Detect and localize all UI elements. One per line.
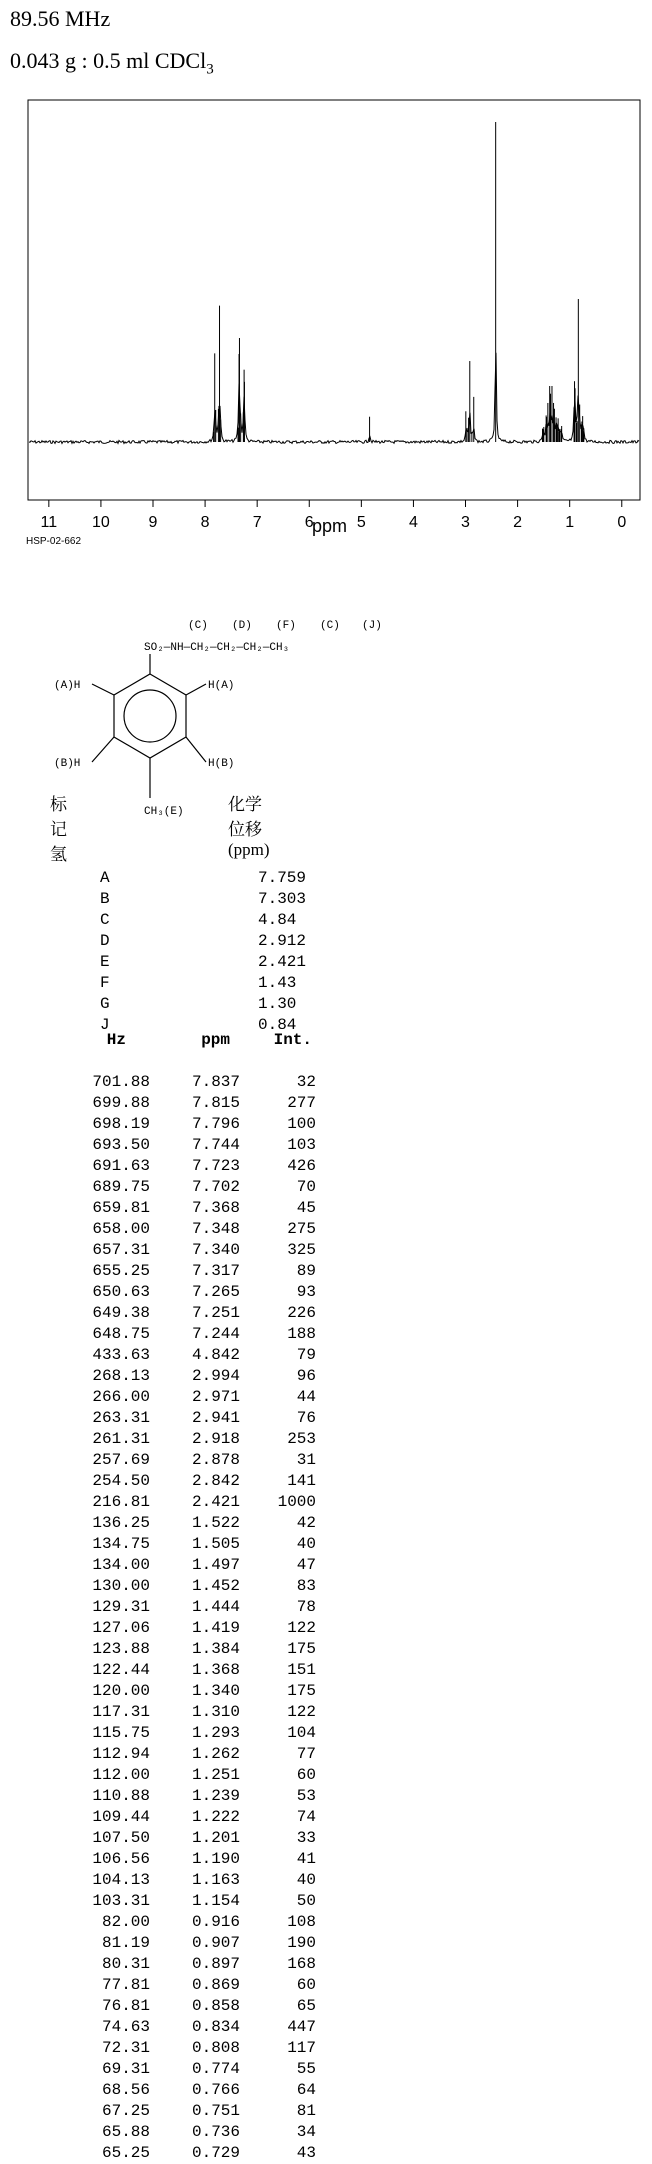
peak-ppm: 0.751 — [191, 2102, 240, 2120]
peak-hz: 68.56 — [101, 2081, 150, 2099]
peak-intensity: 325 — [287, 1241, 316, 1259]
x-tick-label: 2 — [513, 514, 523, 531]
peak-intensity: 175 — [287, 1682, 316, 1700]
peak-ppm: 0.774 — [191, 2060, 240, 2078]
assignment-shift: 4.84 — [258, 911, 297, 929]
spectrum-peaks — [214, 122, 584, 442]
peak-hz: 112.94 — [92, 1745, 150, 1763]
spectrometer-frequency: 89.56 MHz — [10, 6, 111, 31]
bond-h-a-left — [92, 684, 114, 695]
peak-intensity: 151 — [287, 1661, 316, 1679]
peak-intensity: 103 — [287, 1136, 316, 1154]
peak-intensity: 226 — [287, 1304, 316, 1322]
peak-intensity: 175 — [287, 1640, 316, 1658]
peak-intensity: 104 — [287, 1724, 316, 1742]
side-chain: SO₂—NH—CH₂—CH₂—CH₂—CH₃ — [144, 642, 290, 654]
peak-ppm: 7.702 — [191, 1178, 240, 1196]
peak-intensity: 42 — [296, 1514, 316, 1532]
bond-h-a-right — [186, 684, 206, 695]
label-j: (J) — [362, 620, 382, 632]
peak-hz: 112.00 — [92, 1766, 150, 1784]
x-tick-label: 11 — [40, 514, 58, 531]
concentration-subscript: 3 — [206, 61, 214, 78]
peak-hz: 691.63 — [92, 1157, 150, 1175]
ring-h-b-right: H(B) — [208, 758, 235, 770]
peak-hz: 689.75 — [92, 1178, 150, 1196]
peak-intensity: 50 — [296, 1892, 316, 1910]
peak-intensity: 275 — [287, 1220, 316, 1238]
concentration-text: 0.043 g : 0.5 ml CDCl — [10, 48, 207, 73]
label-d: (D) — [232, 620, 252, 632]
assignment-shift: 1.43 — [258, 974, 297, 992]
peak-hz: 129.31 — [92, 1598, 150, 1616]
peak-ppm: 7.244 — [191, 1325, 240, 1343]
peak-hz: 263.31 — [92, 1409, 150, 1427]
assignment-header-label: 标记氢 — [50, 795, 67, 864]
peak-intensity: 141 — [287, 1472, 316, 1490]
peak-ppm: 1.201 — [191, 1829, 240, 1847]
peak-intensity: 93 — [296, 1283, 316, 1301]
sample-id-label: HSP-02-662 — [26, 536, 82, 547]
x-tick-label: 1 — [565, 514, 575, 531]
peak-ppm: 7.265 — [191, 1283, 240, 1301]
peak-ppm: 1.522 — [191, 1514, 240, 1532]
assignment-label: A — [100, 869, 110, 887]
aromatic-circle — [124, 690, 176, 742]
peak-hz: 254.50 — [92, 1472, 150, 1490]
label-c1: (C) — [188, 620, 208, 632]
peak-ppm: 1.340 — [191, 1682, 240, 1700]
assignment-label: D — [100, 932, 110, 950]
peak-ppm: 2.941 — [191, 1409, 240, 1427]
peak-hz: 69.31 — [101, 2060, 150, 2078]
x-tick-label: 3 — [461, 514, 470, 531]
peak-hz: 115.75 — [92, 1724, 150, 1742]
peak-intensity: 100 — [287, 1115, 316, 1133]
peak-intensity: 79 — [296, 1346, 316, 1364]
peak-ppm: 2.421 — [191, 1493, 240, 1511]
peak-intensity: 43 — [296, 2144, 316, 2162]
assignment-shift: 2.421 — [258, 953, 307, 971]
peak-hz: 433.63 — [92, 1346, 150, 1364]
peak-ppm: 1.384 — [191, 1640, 240, 1658]
peak-hz: 81.19 — [101, 1934, 150, 1952]
peak-intensity: 122 — [287, 1619, 316, 1637]
assignment-header-shift: 化学位移(ppm) — [228, 795, 270, 859]
assignment-label: G — [100, 995, 110, 1013]
peak-hz: 701.88 — [92, 1073, 150, 1091]
peak-intensity: 55 — [296, 2060, 316, 2078]
peak-hz: 72.31 — [101, 2039, 150, 2057]
peak-ppm: 2.918 — [191, 1430, 240, 1448]
ring-h-a-right: H(A) — [208, 680, 235, 692]
peak-hz: 117.31 — [92, 1703, 150, 1721]
peak-intensity: 190 — [287, 1934, 316, 1952]
peak-hz: 261.31 — [92, 1430, 150, 1448]
peak-ppm: 0.834 — [191, 2018, 240, 2036]
nmr-spectrum-chart — [0, 0, 652, 560]
label-f: (F) — [276, 620, 296, 632]
peak-ppm: 7.815 — [191, 1094, 240, 1112]
peak-ppm: 2.994 — [191, 1367, 240, 1385]
peak-intensity: 89 — [296, 1262, 316, 1280]
peak-ppm: 1.190 — [191, 1850, 240, 1868]
peak-intensity: 40 — [296, 1871, 316, 1889]
peak-ppm: 0.808 — [191, 2039, 240, 2057]
peak-ppm: 0.897 — [191, 1955, 240, 1973]
peak-ppm: 7.317 — [191, 1262, 240, 1280]
peak-hz: 110.88 — [92, 1787, 150, 1805]
methyl-label: CH₃(E) — [144, 806, 184, 818]
peak-intensity: 40 — [296, 1535, 316, 1553]
peak-ppm: 7.368 — [191, 1199, 240, 1217]
peak-hz: 134.00 — [92, 1556, 150, 1574]
peak-ppm: 0.858 — [191, 1997, 240, 2015]
peak-hz: 123.88 — [92, 1640, 150, 1658]
peak-intensity: 277 — [287, 1094, 316, 1112]
peak-hz: 257.69 — [92, 1451, 150, 1469]
peak-hz: 216.81 — [92, 1493, 150, 1511]
peak-intensity: 64 — [296, 2081, 316, 2099]
ring-h-b-left: (B)H — [54, 758, 81, 770]
peak-hz: 76.81 — [101, 1997, 150, 2015]
peak-intensity: 117 — [287, 2039, 316, 2057]
peak-intensity: 168 — [287, 1955, 316, 1973]
peak-hz: 103.31 — [92, 1892, 150, 1910]
benzene-ring — [114, 674, 186, 758]
assignment-label: E — [100, 953, 110, 971]
peak-ppm: 7.837 — [191, 1073, 240, 1091]
peak-intensity: 447 — [287, 2018, 316, 2036]
peak-intensity: 53 — [296, 1787, 316, 1805]
peak-hz: 80.31 — [101, 1955, 150, 1973]
peak-intensity: 108 — [287, 1913, 316, 1931]
peak-intensity: 47 — [296, 1556, 316, 1574]
peak-ppm: 1.222 — [191, 1808, 240, 1826]
peak-intensity: 60 — [296, 1766, 316, 1784]
peak-intensity: 65 — [296, 1997, 316, 2015]
peak-intensity: 81 — [296, 2102, 316, 2120]
peak-ppm: 1.444 — [191, 1598, 240, 1616]
peak-intensity: 122 — [287, 1703, 316, 1721]
ring-h-a-left: (A)H — [54, 680, 81, 692]
assignment-label: B — [100, 890, 110, 908]
assignment-shift: 0.84 — [258, 1016, 297, 1034]
peak-ppm: 7.796 — [191, 1115, 240, 1133]
peak-ppm: 0.729 — [191, 2144, 240, 2162]
peak-ppm: 1.497 — [191, 1556, 240, 1574]
peak-ppm: 0.869 — [191, 1976, 240, 1994]
peak-ppm: 1.163 — [191, 1871, 240, 1889]
peak-hz: 693.50 — [92, 1136, 150, 1154]
peak-ppm: 0.736 — [191, 2123, 240, 2141]
peak-hz: 65.25 — [101, 2144, 150, 2162]
peak-intensity: 41 — [296, 1850, 316, 1868]
peak-ppm: 1.419 — [191, 1619, 240, 1637]
peak-ppm: 1.368 — [191, 1661, 240, 1679]
peak-intensity: 32 — [296, 1073, 316, 1091]
peak-ppm: 7.744 — [191, 1136, 240, 1154]
peak-ppm: 1.505 — [191, 1535, 240, 1553]
peak-intensity: 76 — [296, 1409, 316, 1427]
peak-ppm: 1.239 — [191, 1787, 240, 1805]
assignment-label: F — [100, 974, 110, 992]
x-tick-label: 7 — [252, 514, 262, 531]
peak-ppm: 1.452 — [191, 1577, 240, 1595]
assignment-shift: 1.30 — [258, 995, 297, 1013]
x-tick-label: 9 — [148, 514, 158, 531]
peak-hz: 698.19 — [92, 1115, 150, 1133]
peak-ppm: 4.842 — [191, 1346, 240, 1364]
assignment-shift: 7.303 — [258, 890, 307, 908]
peak-header-ppm: ppm — [201, 1031, 230, 1049]
peak-hz: 657.31 — [92, 1241, 150, 1259]
peak-ppm: 0.916 — [191, 1913, 240, 1931]
peak-intensity: 44 — [296, 1388, 316, 1406]
bond-h-b-left — [92, 737, 114, 762]
peak-hz: 67.25 — [101, 2102, 150, 2120]
peak-hz: 106.56 — [92, 1850, 150, 1868]
peak-intensity: 77 — [296, 1745, 316, 1763]
peak-hz: 649.38 — [92, 1304, 150, 1322]
peak-intensity: 60 — [296, 1976, 316, 1994]
peak-hz: 74.63 — [101, 2018, 150, 2036]
peak-hz: 77.81 — [101, 1976, 150, 1994]
label-c2: (C) — [320, 620, 340, 632]
peak-ppm: 0.766 — [191, 2081, 240, 2099]
peak-hz: 268.13 — [92, 1367, 150, 1385]
peak-intensity: 33 — [296, 1829, 316, 1847]
peak-ppm: 2.878 — [191, 1451, 240, 1469]
peak-hz: 122.44 — [92, 1661, 150, 1679]
x-tick-label: 4 — [408, 514, 418, 531]
peak-intensity: 426 — [287, 1157, 316, 1175]
peak-hz: 127.06 — [92, 1619, 150, 1637]
peak-ppm: 1.262 — [191, 1745, 240, 1763]
peak-intensity: 34 — [296, 2123, 316, 2141]
peak-ppm: 1.293 — [191, 1724, 240, 1742]
peak-intensity: 78 — [296, 1598, 316, 1616]
peak-hz: 655.25 — [92, 1262, 150, 1280]
peak-hz: 136.25 — [92, 1514, 150, 1532]
x-tick-label: 6 — [304, 514, 314, 531]
peak-intensity: 83 — [296, 1577, 316, 1595]
peak-hz: 699.88 — [92, 1094, 150, 1112]
peak-ppm: 1.251 — [191, 1766, 240, 1784]
peak-ppm: 1.310 — [191, 1703, 240, 1721]
x-tick-label: 10 — [92, 514, 110, 531]
peak-ppm: 2.971 — [191, 1388, 240, 1406]
peak-hz: 120.00 — [92, 1682, 150, 1700]
peak-hz: 266.00 — [92, 1388, 150, 1406]
peak-hz: 65.88 — [101, 2123, 150, 2141]
peak-hz: 107.50 — [92, 1829, 150, 1847]
peak-intensity: 70 — [296, 1178, 316, 1196]
peak-header-hz: Hz — [106, 1031, 126, 1049]
peak-hz: 82.00 — [101, 1913, 150, 1931]
peak-ppm: 2.842 — [191, 1472, 240, 1490]
peak-hz: 104.13 — [92, 1871, 150, 1889]
assignment-label: J — [100, 1016, 110, 1034]
peak-hz: 134.75 — [92, 1535, 150, 1553]
peak-ppm: 0.907 — [191, 1934, 240, 1952]
peak-intensity: 1000 — [277, 1493, 316, 1511]
peak-intensity: 74 — [296, 1808, 316, 1826]
bond-h-b-right — [186, 737, 206, 762]
peak-ppm: 7.340 — [191, 1241, 240, 1259]
peak-hz: 109.44 — [92, 1808, 150, 1826]
x-tick-label: 5 — [356, 514, 366, 531]
assignment-label: C — [100, 911, 110, 929]
peak-intensity: 253 — [287, 1430, 316, 1448]
peak-intensity: 188 — [287, 1325, 316, 1343]
peak-intensity: 45 — [296, 1199, 316, 1217]
x-axis-label: ppm — [312, 516, 348, 536]
assignment-shift: 2.912 — [258, 932, 307, 950]
x-tick-label: 0 — [617, 514, 627, 531]
peak-ppm: 7.251 — [191, 1304, 240, 1322]
peak-ppm: 1.154 — [191, 1892, 240, 1910]
peak-intensity: 31 — [296, 1451, 316, 1469]
x-tick-label: 8 — [200, 514, 210, 531]
peak-ppm: 7.348 — [191, 1220, 240, 1238]
peak-hz: 648.75 — [92, 1325, 150, 1343]
peak-hz: 659.81 — [92, 1199, 150, 1217]
peak-hz: 650.63 — [92, 1283, 150, 1301]
peak-hz: 130.00 — [92, 1577, 150, 1595]
peak-hz: 658.00 — [92, 1220, 150, 1238]
peak-intensity: 96 — [296, 1367, 316, 1385]
peak-header-int: Int. — [273, 1031, 312, 1049]
peak-ppm: 7.723 — [191, 1157, 240, 1175]
assignment-shift: 7.759 — [258, 869, 307, 887]
